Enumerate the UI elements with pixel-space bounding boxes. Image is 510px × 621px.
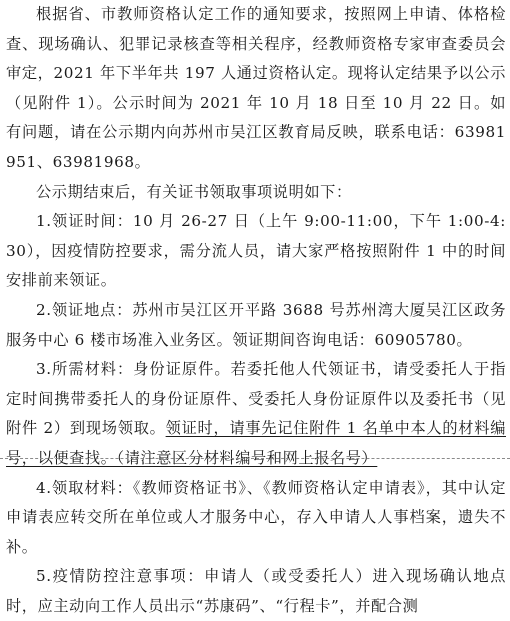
paragraph-text: 2.领证地点：苏州市吴江区开平路 3688 号苏州湾大厦吴江区政务服务中心 6 楼市场准入业务区。领证期间咨询电话：60905780。 [6,300,506,349]
divider [0,458,510,459]
paragraph-notice-intro [6,178,506,208]
paragraph-intro [6,0,506,178]
paragraph-item-5 [6,562,506,621]
underlined-text: 领证时，请事先记住附件 1 名单中本人的材料编号，以便查找。（请注意区分材料编号和网上报名号） [6,419,506,467]
paragraph-text: 5.疫情防控注意事项：申请人（或受委托人）进入现场确认地点时，应主动向工作人员出示“苏康码”、“行程卡”，并配合测 [6,567,506,615]
document-body [6,0,506,621]
paragraph-text: 1.领证时间：10 月 26-27 日（上午 9:00-11:00，下午 1:00-4:30），因疫情防控要求，需分流人员，请大家严格按照附件 1 中的时间安排前来领证。 [6,212,506,290]
paragraph-text: 4.领取材料：《教师资格证书》、《教师资格认定申请表》，其中认定申请表应转交所在单位或人才服务中心，存入申请人人事档案，遗失不补。 [6,478,506,556]
paragraph-text: 公示期结束后，有关证书领取事项说明如下： [36,182,352,201]
paragraph-text: 根据省、市教师资格认定工作的通知要求，按照网上申请、体格检查、现场确认、犯罪记录核查等相关程序，经教师资格专家审查委员会审定，2021 年下半年共 197 人通过资格认定。现将认定结果予以公示（见附件 1）。公示时间为 2021 年 10 月 18 日至 10 月 22 日。如有问题，请在公示期内向苏州市吴江区教育局反映，联系电话：63981951、63981968。 [6,5,506,171]
paragraph-item-2 [6,296,506,355]
paragraph-item-1 [6,207,506,296]
paragraph-text: 3.所需材料：身份证原件。若委托他人代领证书，请受委托人于指定时间携带委托人的身份证原件、受委托人身份证原件以及委托书（见附件 2）到现场领取。 [6,360,506,438]
paragraph-item-4 [6,474,506,563]
paragraph-item-3 [6,355,506,473]
